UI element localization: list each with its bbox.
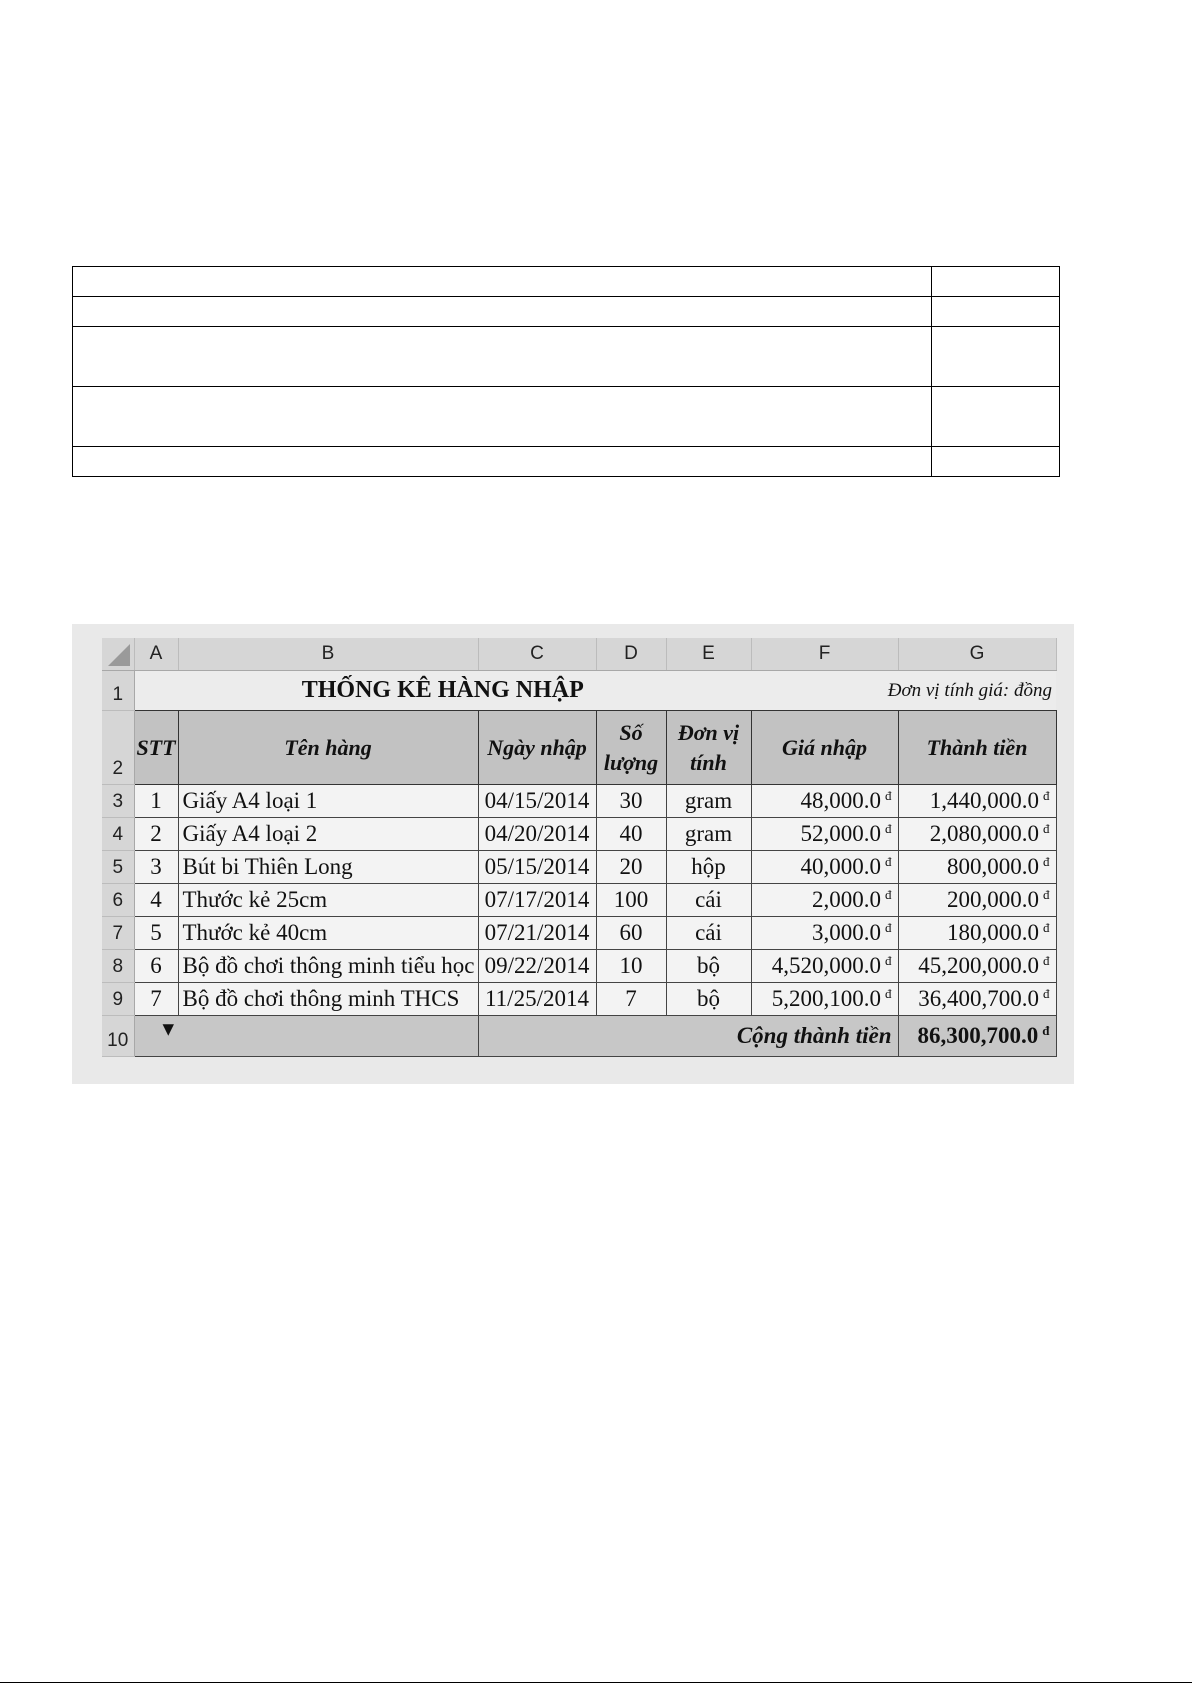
cell-don-vi[interactable]: hộp (666, 851, 751, 884)
tt-value: 45,200,000.0 (918, 953, 1039, 978)
row-number[interactable]: 1 (102, 671, 134, 711)
row-number[interactable]: 2 (102, 711, 134, 785)
table-row (102, 950, 1056, 983)
column-header-e[interactable]: E (666, 638, 751, 671)
cell-ngay-nhap[interactable]: 07/17/2014 (478, 884, 596, 917)
total-row (102, 1016, 1056, 1057)
header-don-vi-line2: tính (690, 749, 727, 775)
cell-don-vi[interactable]: cái (666, 884, 751, 917)
cell-don-vi[interactable]: cái (666, 917, 751, 950)
header-ngay-nhap[interactable]: Ngày nhập (478, 711, 596, 785)
cell-stt[interactable]: 2 (134, 818, 178, 851)
cell-stt[interactable]: 4 (134, 884, 178, 917)
rubric-row (73, 267, 1060, 297)
cell-thanh-tien[interactable] (898, 983, 1056, 1016)
cell-stt[interactable]: 7 (134, 983, 178, 1016)
column-header-f[interactable]: F (751, 638, 898, 671)
sheet-title[interactable]: THỐNG KÊ HÀNG NHẬP (134, 671, 751, 711)
rubric-score-cell (931, 267, 1059, 297)
cell-ten-hang[interactable]: Thước kẻ 40cm (178, 917, 478, 950)
cell-ngay-nhap[interactable]: 04/15/2014 (478, 785, 596, 818)
column-header-row (102, 638, 1056, 671)
cell-stt[interactable]: 5 (134, 917, 178, 950)
rubric-score-cell (931, 327, 1059, 387)
cell-thanh-tien[interactable] (898, 950, 1056, 983)
cell-ngay-nhap[interactable]: 07/21/2014 (478, 917, 596, 950)
cell-stt[interactable]: 6 (134, 950, 178, 983)
currency-symbol: đ (1043, 887, 1050, 902)
cell-so-luong[interactable]: 100 (596, 884, 666, 917)
column-header-a[interactable]: A (134, 638, 178, 671)
cell-don-vi[interactable]: bộ (666, 950, 751, 983)
gia-value: 5,200,100.0 (771, 986, 881, 1011)
rubric-row (73, 387, 1060, 447)
cell-gia-nhap[interactable] (751, 785, 898, 818)
table-row (102, 983, 1056, 1016)
rubric-row (73, 297, 1060, 327)
currency-symbol: đ (1043, 986, 1050, 1001)
cell-stt[interactable]: 1 (134, 785, 178, 818)
cell-ngay-nhap[interactable]: 04/20/2014 (478, 818, 596, 851)
page-footer-rule (0, 1682, 1192, 1683)
table-row (102, 917, 1056, 950)
gia-value: 52,000.0 (800, 821, 881, 846)
table-row (102, 851, 1056, 884)
currency-symbol: đ (1043, 821, 1050, 836)
header-thanh-tien[interactable]: Thành tiền (898, 711, 1056, 785)
cell-gia-nhap[interactable] (751, 983, 898, 1016)
currency-symbol: đ (885, 788, 892, 803)
tt-value: 1,440,000.0 (929, 788, 1039, 813)
header-so-luong-line2: lượng (603, 749, 659, 775)
row-number[interactable]: 7 (102, 917, 134, 950)
total-value: 86,300,700.0 (917, 1023, 1039, 1048)
column-header-g[interactable]: G (898, 638, 1056, 671)
cell-ten-hang[interactable]: Giấy A4 loại 2 (178, 818, 478, 851)
rubric-cell (73, 267, 932, 297)
rubric-row (73, 327, 1060, 387)
cell-thanh-tien[interactable] (898, 917, 1056, 950)
rubric-cell (73, 387, 932, 447)
cell-gia-nhap[interactable] (751, 818, 898, 851)
rubric-row (73, 447, 1060, 477)
total-blank-cell[interactable]: ▾ (134, 1016, 478, 1057)
rubric-cell (73, 327, 932, 387)
cell-don-vi[interactable]: bộ (666, 983, 751, 1016)
column-header-c[interactable]: C (478, 638, 596, 671)
cell-so-luong[interactable]: 60 (596, 917, 666, 950)
currency-symbol: đ (1043, 854, 1050, 869)
cell-gia-nhap[interactable] (751, 950, 898, 983)
spreadsheet-image (72, 624, 1074, 1084)
cell-ngay-nhap[interactable]: 11/25/2014 (478, 983, 596, 1016)
cell-ten-hang[interactable]: Bút bi Thiên Long (178, 851, 478, 884)
total-value-cell[interactable] (898, 1016, 1056, 1057)
cell-don-vi[interactable]: gram (666, 785, 751, 818)
empty-rubric-table (72, 266, 1060, 477)
currency-symbol: đ (1042, 1023, 1050, 1038)
cell-so-luong[interactable]: 10 (596, 950, 666, 983)
row-number[interactable]: 4 (102, 818, 134, 851)
header-so-luong-line1: Số (619, 719, 643, 745)
row-number[interactable]: 10 (102, 1016, 134, 1057)
header-don-vi[interactable] (666, 711, 751, 785)
table-row (102, 785, 1056, 818)
gia-value: 4,520,000.0 (771, 953, 881, 978)
cell-ten-hang[interactable]: Bộ đồ chơi thông minh THCS (178, 983, 478, 1016)
gia-value: 3,000.0 (812, 920, 881, 945)
rubric-score-cell (931, 447, 1059, 477)
row-number[interactable]: 6 (102, 884, 134, 917)
title-row (102, 671, 1056, 711)
spreadsheet (102, 638, 1057, 1057)
rubric-cell (73, 297, 932, 327)
header-so-luong[interactable] (596, 711, 666, 785)
tt-value: 2,080,000.0 (929, 821, 1039, 846)
cell-thanh-tien[interactable] (898, 884, 1056, 917)
header-don-vi-line1: Đơn vị (677, 719, 740, 745)
column-header-b[interactable]: B (178, 638, 478, 671)
cell-gia-nhap[interactable] (751, 917, 898, 950)
tt-value: 800,000.0 (947, 854, 1039, 879)
currency-symbol: đ (885, 986, 892, 1001)
cell-gia-nhap[interactable] (751, 851, 898, 884)
header-stt[interactable]: STT (134, 711, 178, 785)
cell-thanh-tien[interactable] (898, 818, 1056, 851)
currency-symbol: đ (1043, 953, 1050, 968)
header-gia-nhap[interactable]: Giá nhập (751, 711, 898, 785)
rubric-cell (73, 447, 932, 477)
currency-symbol: đ (885, 953, 892, 968)
row-number[interactable]: 9 (102, 983, 134, 1016)
cell-ten-hang[interactable]: Bộ đồ chơi thông minh tiểu học (178, 950, 478, 983)
currency-symbol: đ (885, 821, 892, 836)
unit-note[interactable]: Đơn vị tính giá: đồng (751, 671, 1056, 711)
row-number[interactable]: 5 (102, 851, 134, 884)
tt-value: 36,400,700.0 (918, 986, 1039, 1011)
total-label[interactable]: Cộng thành tiền (478, 1016, 898, 1057)
row-number[interactable]: 8 (102, 950, 134, 983)
currency-symbol: đ (885, 887, 892, 902)
cell-so-luong[interactable]: 30 (596, 785, 666, 818)
tt-value: 180,000.0 (947, 920, 1039, 945)
header-ten-hang[interactable]: Tên hàng (178, 711, 478, 785)
cell-don-vi[interactable]: gram (666, 818, 751, 851)
cell-ngay-nhap[interactable]: 05/15/2014 (478, 851, 596, 884)
cell-gia-nhap[interactable] (751, 884, 898, 917)
cell-stt[interactable]: 3 (134, 851, 178, 884)
currency-symbol: đ (1043, 920, 1050, 935)
cell-thanh-tien[interactable] (898, 785, 1056, 818)
tt-value: 200,000.0 (947, 887, 1039, 912)
row-number[interactable]: 3 (102, 785, 134, 818)
table-row (102, 884, 1056, 917)
rubric-score-cell (931, 387, 1059, 447)
header-row (102, 711, 1056, 785)
table-row (102, 818, 1056, 851)
cell-thanh-tien[interactable] (898, 851, 1056, 884)
currency-symbol: đ (1043, 788, 1050, 803)
cell-ten-hang[interactable]: Thước kẻ 25cm (178, 884, 478, 917)
currency-symbol: đ (885, 854, 892, 869)
gia-value: 40,000.0 (800, 854, 881, 879)
cell-so-luong[interactable]: 40 (596, 818, 666, 851)
column-header-d[interactable]: D (596, 638, 666, 671)
select-all-corner[interactable] (102, 638, 134, 671)
cell-ngay-nhap[interactable]: 09/22/2014 (478, 950, 596, 983)
cell-so-luong[interactable]: 7 (596, 983, 666, 1016)
rubric-score-cell (931, 297, 1059, 327)
gia-value: 2,000.0 (812, 887, 881, 912)
currency-symbol: đ (885, 920, 892, 935)
cell-ten-hang[interactable]: Giấy A4 loại 1 (178, 785, 478, 818)
cell-so-luong[interactable]: 20 (596, 851, 666, 884)
gia-value: 48,000.0 (800, 788, 881, 813)
